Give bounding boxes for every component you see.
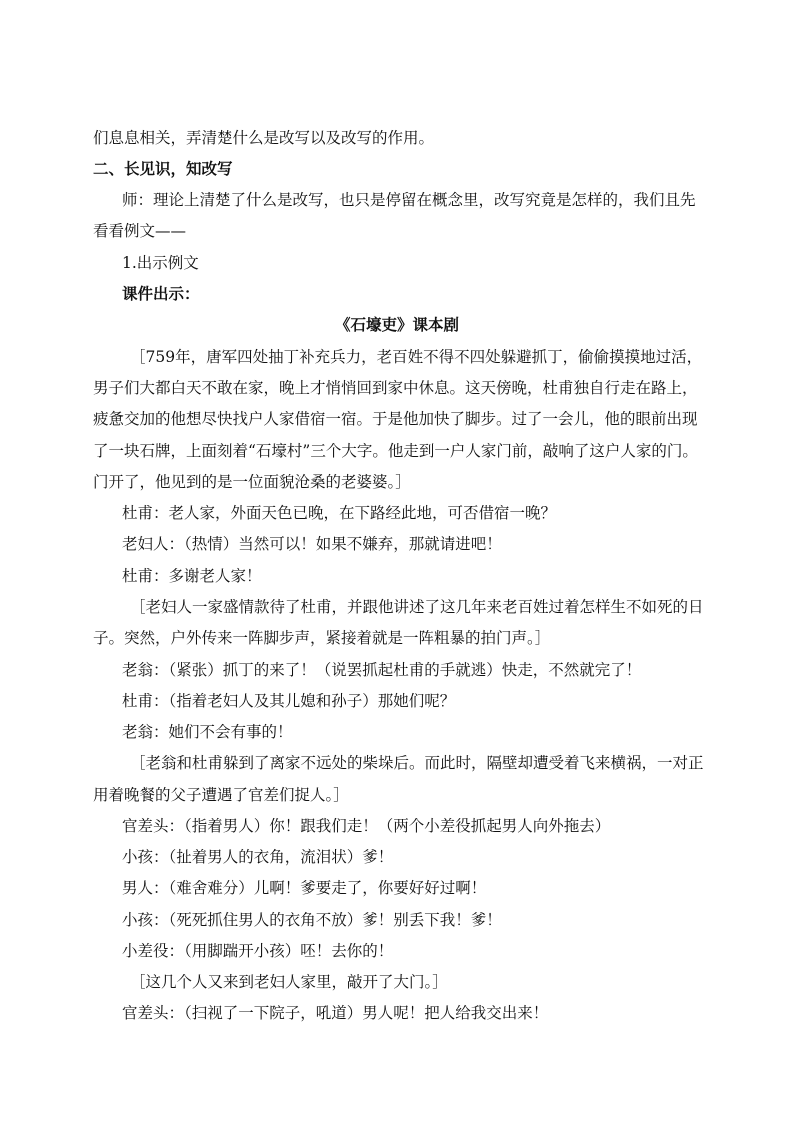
stage-direction: 疲惫交加的他想尽快找户人家借宿一宿。于是他加快了脚步。过了一会儿，他的眼前出现 <box>93 410 698 428</box>
teacher-line-continuation: 看看例文—— <box>93 222 187 240</box>
dialogue-line: 老翁：（紧张）抓丁的来了！（说罢抓起杜甫的手就逃）快走，不然就完了！ <box>122 661 642 679</box>
stage-direction: 了一块石牌，上面刻着“石壕村”三个大字。他走到一户人家门前，敲响了这户人家的门。 <box>93 442 698 460</box>
stage-direction: ［老妇人一家盛情款待了杜甫，并跟他讲述了这几年来老百姓过着怎样生不如死的日 <box>130 598 704 616</box>
courseware-label: 课件出示： <box>122 284 200 303</box>
stage-direction: ［老翁和杜甫躲到了离家不远处的柴垛后。而此时，隔壁却遭受着飞来横祸，一对正 <box>130 754 704 772</box>
paragraph-continuation: 们息息相关，弄清楚什么是改写以及改写的作用。 <box>93 129 435 147</box>
dialogue-line: 小孩：（扯着男人的衣角，流泪状）爹！ <box>122 848 394 866</box>
dialogue-line: 男人：（难舍难分）儿啊！爹要走了，你要好好过啊！ <box>122 879 487 897</box>
step-label: 1.出示例文 <box>122 254 199 272</box>
stage-direction: 门开了，他见到的是一位面貌沧桑的老婆婆。］ <box>93 473 411 491</box>
stage-direction: ［759年，唐军四处抽丁补充兵力，老百姓不得不四处躲避抓丁，偷偷摸摸地过活， <box>130 348 703 366</box>
dialogue-line: 杜甫：（指着老妇人及其儿媳和孙子）那她们呢？ <box>122 692 456 710</box>
dialogue-line: 官差头：（指着男人）你！跟我们走！（两个小差役抓起男人向外拖去） <box>122 817 611 835</box>
stage-direction: 用着晚餐的父子遭遇了官差们捉人。］ <box>93 786 349 804</box>
section-heading: 二、长见识，知改写 <box>93 159 233 178</box>
dialogue-line: 小差役：（用脚踹开小孩）呸！去你的！ <box>122 942 394 960</box>
stage-direction: 男子们大都白天不敢在家，晚上才悄悄回到家中休息。这天傍晚，杜甫独自行走在路上， <box>93 379 698 397</box>
dialogue-line: 老翁：她们不会有事的！ <box>122 723 293 741</box>
stage-direction: 子。突然，户外传来一阵脚步声，紧接着就是一阵粗暴的拍门声。］ <box>93 629 551 647</box>
dialogue-line: 小孩：（死死抓住男人的衣角不放）爹！别丢下我！爹！ <box>122 911 502 929</box>
stage-direction: ［这几个人又来到老妇人家里，敲开了大门。］ <box>130 973 448 991</box>
script-title: 《石壕吏》课本剧 <box>334 315 459 334</box>
dialogue-line: 杜甫：老人家，外面天色已晚，在下路经此地，可否借宿一晚？ <box>122 504 557 522</box>
dialogue-line: 杜甫：多谢老人家！ <box>122 567 262 585</box>
teacher-line: 师：理论上清楚了什么是改写，也只是停留在概念里，改写究竟是怎样的，我们且先 <box>122 191 696 209</box>
dialogue-line: 官差头：（扫视了一下院子，吼道）男人呢！把人给我交出来！ <box>122 1004 549 1022</box>
dialogue-line: 老妇人：（热情）当然可以！如果不嫌弃，那就请进吧！ <box>122 535 502 553</box>
